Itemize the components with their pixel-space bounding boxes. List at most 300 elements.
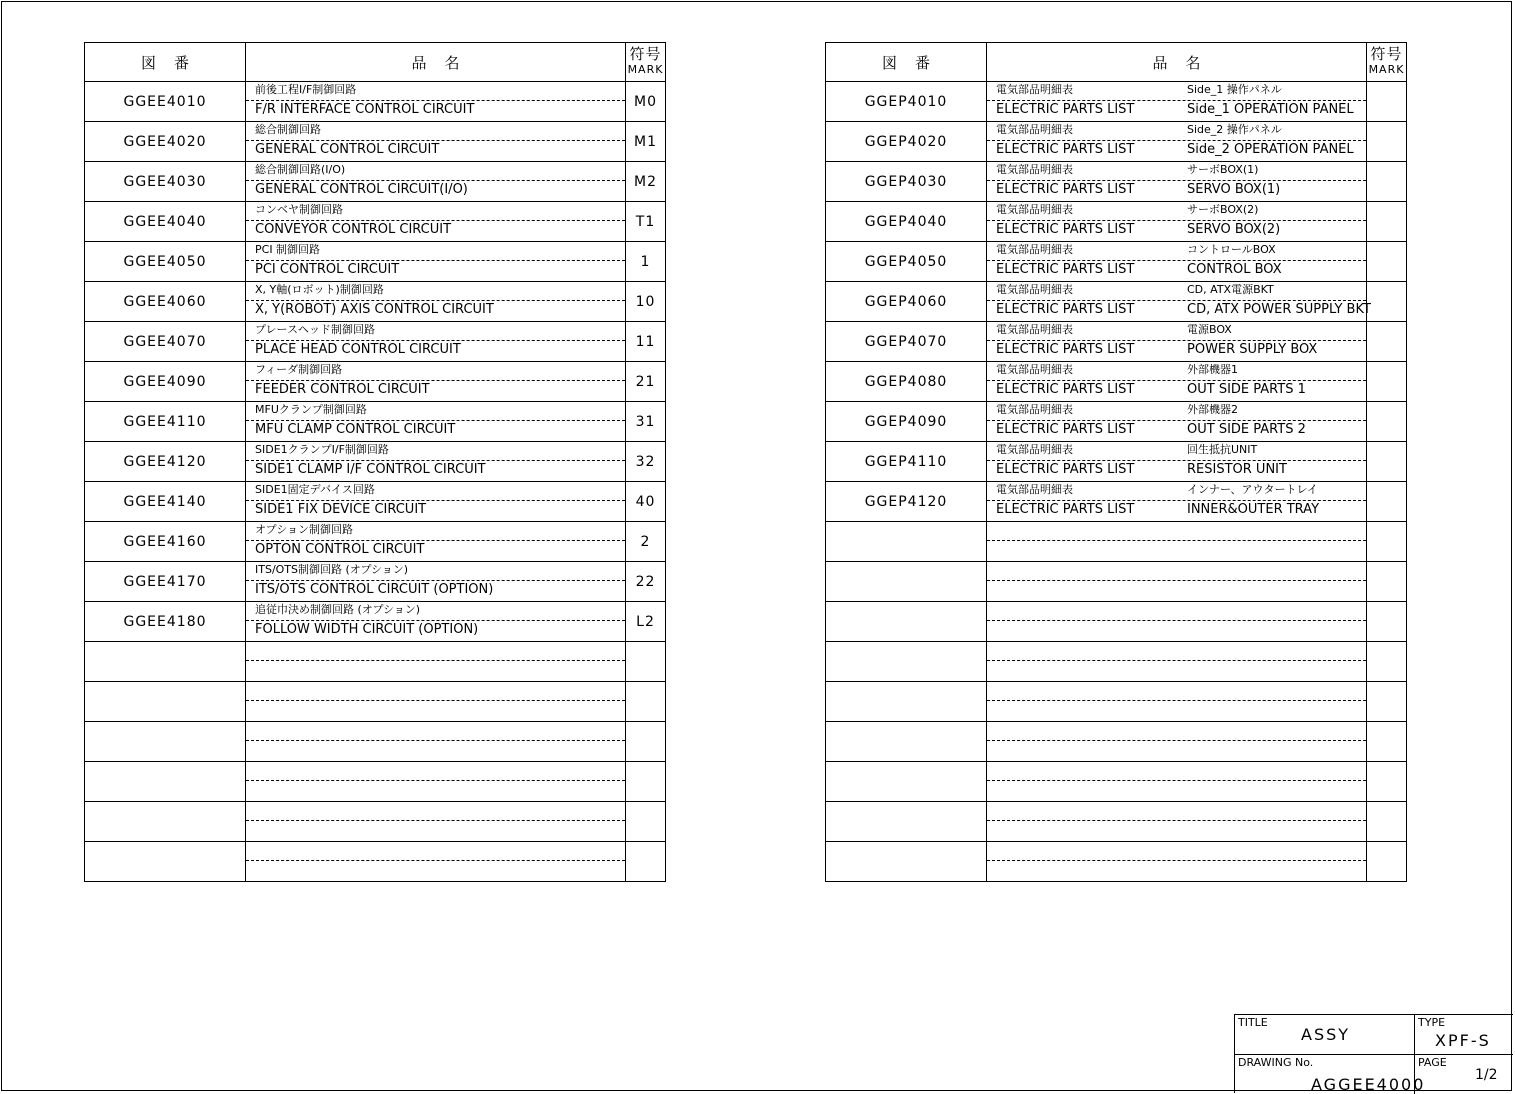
part-name-jp: MFUクランプ制御回路 bbox=[255, 403, 367, 416]
part-name-cell bbox=[246, 602, 626, 642]
table-row bbox=[85, 402, 666, 442]
part-name-cell bbox=[987, 82, 1367, 122]
part-name-cell bbox=[246, 82, 626, 122]
dashed-divider bbox=[987, 540, 1366, 541]
mark: 21 bbox=[626, 362, 666, 402]
type-value: XPF-S bbox=[1435, 1031, 1491, 1050]
part-name-cell-content bbox=[987, 802, 1366, 841]
table-row bbox=[85, 482, 666, 522]
part-name-cell bbox=[987, 322, 1367, 362]
table-row bbox=[826, 322, 1407, 362]
dashed-divider bbox=[987, 700, 1366, 701]
drawing-no: GGEE4040 bbox=[85, 202, 246, 242]
part-name-jp: 電気部品明細表 bbox=[996, 243, 1073, 256]
part-name-en: SIDE1 FIX DEVICE CIRCUIT bbox=[255, 502, 427, 517]
part-name-cell-content bbox=[246, 162, 625, 201]
part-name-en: F/R INTERFACE CONTROL CIRCUIT bbox=[255, 102, 475, 117]
part-sub-name-en: CONTROL BOX bbox=[1187, 262, 1282, 277]
drawing-no: GGEE4180 bbox=[85, 602, 246, 642]
dashed-divider bbox=[987, 660, 1366, 661]
drawing-no bbox=[85, 802, 246, 842]
part-name-jp: プレースヘッド制御回路 bbox=[255, 323, 376, 336]
header-mark: 符号 MARK bbox=[626, 43, 666, 82]
part-name-en: ELECTRIC PARTS LIST bbox=[996, 102, 1135, 117]
part-name-cell bbox=[246, 642, 626, 682]
part-name-cell bbox=[987, 802, 1367, 842]
mark bbox=[626, 762, 666, 802]
part-name-cell-content bbox=[987, 202, 1366, 241]
mark bbox=[1367, 842, 1407, 882]
part-sub-name-jp: サーボBOX(2) bbox=[1187, 203, 1259, 216]
drawing-no: GGEP4120 bbox=[826, 482, 987, 522]
part-name-cell bbox=[987, 842, 1367, 882]
drawing-no: GGEP4020 bbox=[826, 122, 987, 162]
part-name-cell bbox=[246, 522, 626, 562]
part-name-cell-content bbox=[987, 722, 1366, 761]
part-sub-name-en: Side_2 OPERATION PANEL bbox=[1187, 142, 1354, 157]
part-name-jp: SIDE1固定デバイス回路 bbox=[255, 483, 375, 496]
dashed-divider bbox=[987, 300, 1366, 301]
drawing-no: GGEP4060 bbox=[826, 282, 987, 322]
part-name-cell bbox=[246, 442, 626, 482]
part-name-en: ELECTRIC PARTS LIST bbox=[996, 342, 1135, 357]
dashed-divider bbox=[246, 420, 625, 421]
dashed-divider bbox=[246, 540, 625, 541]
drawing-sheet bbox=[1, 1, 1512, 1094]
part-name-cell bbox=[246, 762, 626, 802]
mark: 1 bbox=[626, 242, 666, 282]
part-name-en: FEEDER CONTROL CIRCUIT bbox=[255, 382, 430, 397]
part-name-en: GENERAL CONTROL CIRCUIT bbox=[255, 142, 440, 157]
part-name-jp: 電気部品明細表 bbox=[996, 203, 1073, 216]
part-name-cell-content bbox=[246, 202, 625, 241]
drawing-no bbox=[826, 642, 987, 682]
table-row bbox=[826, 82, 1407, 122]
mark bbox=[1367, 402, 1407, 442]
part-sub-name-jp: Side_2 操作パネル bbox=[1187, 123, 1282, 136]
part-sub-name-en: SERVO BOX(1) bbox=[1187, 182, 1281, 197]
part-name-cell bbox=[987, 402, 1367, 442]
mark: 2 bbox=[626, 522, 666, 562]
dashed-divider bbox=[246, 220, 625, 221]
part-sub-name-en: CD, ATX POWER SUPPLY BKT bbox=[1187, 302, 1371, 317]
part-name-cell-content bbox=[987, 122, 1366, 161]
part-name-jp: X, Y軸(ロボット)制御回路 bbox=[255, 283, 384, 296]
part-sub-name-en: POWER SUPPLY BOX bbox=[1187, 342, 1318, 357]
part-name-jp: フィーダ制御回路 bbox=[255, 363, 343, 376]
dashed-divider bbox=[246, 140, 625, 141]
part-name-cell-content bbox=[987, 642, 1366, 681]
part-name-cell bbox=[246, 682, 626, 722]
table-row bbox=[85, 162, 666, 202]
table-row bbox=[826, 562, 1407, 602]
table-row bbox=[826, 842, 1407, 882]
mark bbox=[1367, 362, 1407, 402]
header-part-name: 品名 bbox=[246, 43, 626, 82]
part-name-en: ELECTRIC PARTS LIST bbox=[996, 302, 1135, 317]
part-name-cell-content bbox=[987, 482, 1366, 521]
part-name-jp: ITS/OTS制御回路 (オプション) bbox=[255, 563, 409, 576]
table-row bbox=[826, 442, 1407, 482]
part-name-cell-content bbox=[246, 602, 625, 641]
drawing-no: GGEE4010 bbox=[85, 82, 246, 122]
part-name-cell bbox=[246, 802, 626, 842]
part-name-jp: 電気部品明細表 bbox=[996, 123, 1073, 136]
part-sub-name-jp: Side_1 操作パネル bbox=[1187, 83, 1282, 96]
title-cell bbox=[1235, 1015, 1415, 1055]
type-cell bbox=[1415, 1015, 1513, 1055]
table-header-row bbox=[85, 43, 666, 82]
part-name-en: MFU CLAMP CONTROL CIRCUIT bbox=[255, 422, 456, 437]
drawing-no bbox=[85, 762, 246, 802]
part-name-jp: 電気部品明細表 bbox=[996, 483, 1073, 496]
table-row bbox=[826, 762, 1407, 802]
mark bbox=[1367, 762, 1407, 802]
drawing-no: GGEP4010 bbox=[826, 82, 987, 122]
part-name-cell bbox=[246, 722, 626, 762]
dashed-divider bbox=[246, 180, 625, 181]
mark bbox=[1367, 682, 1407, 722]
part-name-cell bbox=[246, 162, 626, 202]
part-name-cell-content bbox=[987, 762, 1366, 801]
part-name-cell-content bbox=[246, 562, 625, 601]
dashed-divider bbox=[987, 180, 1366, 181]
mark bbox=[1367, 642, 1407, 682]
part-name-jp: オプション制御回路 bbox=[255, 523, 354, 536]
table-row bbox=[85, 762, 666, 802]
mark bbox=[1367, 722, 1407, 762]
part-name-cell-content bbox=[987, 362, 1366, 401]
part-name-cell bbox=[987, 522, 1367, 562]
part-name-cell-content bbox=[246, 722, 625, 761]
part-name-cell bbox=[987, 202, 1367, 242]
dashed-divider bbox=[987, 780, 1366, 781]
part-sub-name-en: Side_1 OPERATION PANEL bbox=[1187, 102, 1354, 117]
part-name-cell-content bbox=[246, 802, 625, 841]
part-name-cell-content bbox=[246, 82, 625, 121]
table-row bbox=[85, 802, 666, 842]
part-name-cell-content bbox=[987, 442, 1366, 481]
part-name-cell bbox=[987, 242, 1367, 282]
part-name-jp: 電気部品明細表 bbox=[996, 163, 1073, 176]
part-sub-name-jp: 外部機器2 bbox=[1187, 403, 1238, 416]
part-name-jp: PCI 制御回路 bbox=[255, 243, 321, 256]
part-name-en: PLACE HEAD CONTROL CIRCUIT bbox=[255, 342, 461, 357]
mark bbox=[1367, 522, 1407, 562]
drawing-no-value: AGGEE4000 bbox=[1311, 1075, 1426, 1094]
part-name-cell bbox=[987, 482, 1367, 522]
drawing-no bbox=[826, 762, 987, 802]
mark: 40 bbox=[626, 482, 666, 522]
part-name-cell bbox=[987, 682, 1367, 722]
part-name-cell-content bbox=[987, 82, 1366, 121]
header-drawing-no: 図番 bbox=[826, 43, 987, 82]
part-name-jp: 総合制御回路(I/O) bbox=[255, 163, 346, 176]
drawing-no: GGEP4050 bbox=[826, 242, 987, 282]
table-row bbox=[85, 82, 666, 122]
mark bbox=[626, 722, 666, 762]
dashed-divider bbox=[246, 580, 625, 581]
part-name-cell-content bbox=[246, 522, 625, 561]
title-block bbox=[1234, 1014, 1513, 1093]
part-name-en: ELECTRIC PARTS LIST bbox=[996, 142, 1135, 157]
part-name-cell bbox=[987, 122, 1367, 162]
mark: 10 bbox=[626, 282, 666, 322]
table-row bbox=[826, 722, 1407, 762]
dashed-divider bbox=[246, 820, 625, 821]
table-row bbox=[826, 802, 1407, 842]
mark bbox=[1367, 242, 1407, 282]
mark bbox=[1367, 442, 1407, 482]
dashed-divider bbox=[987, 140, 1366, 141]
table-row bbox=[85, 202, 666, 242]
dashed-divider bbox=[987, 860, 1366, 861]
table-row bbox=[826, 242, 1407, 282]
dashed-divider bbox=[246, 700, 625, 701]
table-row bbox=[85, 842, 666, 882]
drawing-no bbox=[826, 842, 987, 882]
part-name-cell bbox=[987, 162, 1367, 202]
dashed-divider bbox=[246, 380, 625, 381]
mark bbox=[1367, 162, 1407, 202]
part-name-cell-content bbox=[987, 322, 1366, 361]
mark: M0 bbox=[626, 82, 666, 122]
drawing-no: GGEE4110 bbox=[85, 402, 246, 442]
part-name-cell-content bbox=[246, 362, 625, 401]
mark bbox=[1367, 82, 1407, 122]
part-name-en: GENERAL CONTROL CIRCUIT(I/O) bbox=[255, 182, 468, 197]
part-name-en: ELECTRIC PARTS LIST bbox=[996, 422, 1135, 437]
mark bbox=[1367, 322, 1407, 362]
part-name-jp: 追従巾決め制御回路 (オプション) bbox=[255, 603, 421, 616]
part-name-cell bbox=[246, 402, 626, 442]
dashed-divider bbox=[246, 300, 625, 301]
drawing-list-table-left bbox=[84, 42, 666, 882]
part-name-cell-content bbox=[987, 242, 1366, 281]
part-name-en: ITS/OTS CONTROL CIRCUIT (OPTION) bbox=[255, 582, 494, 597]
drawing-no bbox=[826, 802, 987, 842]
part-name-cell-content bbox=[987, 562, 1366, 601]
part-name-cell-content bbox=[246, 842, 625, 881]
table-row bbox=[85, 282, 666, 322]
part-name-cell-content bbox=[246, 482, 625, 521]
part-sub-name-en: RESISTOR UNIT bbox=[1187, 462, 1287, 477]
table-row bbox=[85, 642, 666, 682]
dashed-divider bbox=[987, 380, 1366, 381]
part-name-jp: コンベヤ制御回路 bbox=[255, 203, 343, 216]
part-name-cell-content bbox=[246, 122, 625, 161]
part-sub-name-en: INNER&OUTER TRAY bbox=[1187, 502, 1320, 517]
table-row bbox=[826, 362, 1407, 402]
part-name-cell bbox=[987, 442, 1367, 482]
table-row bbox=[85, 562, 666, 602]
part-name-cell-content bbox=[246, 762, 625, 801]
dashed-divider bbox=[246, 500, 625, 501]
part-name-cell-content bbox=[246, 322, 625, 361]
part-name-cell-content bbox=[987, 162, 1366, 201]
mark: 31 bbox=[626, 402, 666, 442]
table-row bbox=[85, 722, 666, 762]
part-name-cell bbox=[987, 762, 1367, 802]
drawing-no: GGEE4060 bbox=[85, 282, 246, 322]
drawing-no bbox=[85, 642, 246, 682]
mark bbox=[626, 802, 666, 842]
mark bbox=[1367, 482, 1407, 522]
dashed-divider bbox=[246, 780, 625, 781]
dashed-divider bbox=[987, 340, 1366, 341]
dashed-divider bbox=[987, 740, 1366, 741]
drawing-no: GGEE4120 bbox=[85, 442, 246, 482]
part-name-cell bbox=[246, 482, 626, 522]
table-row bbox=[826, 602, 1407, 642]
mark bbox=[1367, 202, 1407, 242]
part-name-cell bbox=[987, 282, 1371, 322]
drawing-no: GGEE4170 bbox=[85, 562, 246, 602]
header-part-name: 品名 bbox=[987, 43, 1367, 82]
dashed-divider bbox=[987, 820, 1366, 821]
drawing-no bbox=[85, 842, 246, 882]
table-row bbox=[85, 602, 666, 642]
part-name-cell bbox=[246, 242, 626, 282]
part-name-jp: 電気部品明細表 bbox=[996, 83, 1073, 96]
part-sub-name-jp: 回生抵抗UNIT bbox=[1187, 443, 1258, 456]
title-value: ASSY bbox=[1301, 1025, 1351, 1044]
drawing-no: GGEE4050 bbox=[85, 242, 246, 282]
part-name-cell-content bbox=[246, 282, 625, 321]
part-sub-name-en: SERVO BOX(2) bbox=[1187, 222, 1281, 237]
drawing-no: GGEP4110 bbox=[826, 442, 987, 482]
mark bbox=[1367, 802, 1407, 842]
part-name-cell bbox=[246, 842, 626, 882]
mark bbox=[1367, 122, 1407, 162]
dashed-divider bbox=[246, 340, 625, 341]
part-name-cell-content bbox=[987, 402, 1366, 441]
part-name-cell bbox=[246, 282, 626, 322]
part-name-cell bbox=[246, 122, 626, 162]
header-mark: 符号 MARK bbox=[1367, 43, 1407, 82]
table-row bbox=[85, 122, 666, 162]
part-name-cell-content bbox=[246, 682, 625, 721]
part-name-cell-content bbox=[246, 642, 625, 681]
drawing-no: GGEE4160 bbox=[85, 522, 246, 562]
part-name-jp: SIDE1クランプI/F制御回路 bbox=[255, 443, 389, 456]
table-row bbox=[85, 682, 666, 722]
mark: M2 bbox=[626, 162, 666, 202]
part-name-en: ELECTRIC PARTS LIST bbox=[996, 182, 1135, 197]
table-row bbox=[826, 162, 1407, 202]
dashed-divider bbox=[246, 620, 625, 621]
part-name-cell bbox=[987, 642, 1367, 682]
part-name-en: ELECTRIC PARTS LIST bbox=[996, 382, 1135, 397]
part-name-cell-content bbox=[246, 402, 625, 441]
mark bbox=[1367, 282, 1407, 322]
drawing-no bbox=[826, 682, 987, 722]
part-name-cell bbox=[987, 562, 1367, 602]
mark: 32 bbox=[626, 442, 666, 482]
table-row bbox=[826, 402, 1407, 442]
dashed-divider bbox=[246, 260, 625, 261]
table-row bbox=[826, 482, 1407, 522]
title-label: TITLE bbox=[1238, 1016, 1268, 1029]
drawing-list-table-right bbox=[825, 42, 1407, 882]
drawing-no: GGEE4090 bbox=[85, 362, 246, 402]
dashed-divider bbox=[987, 580, 1366, 581]
dashed-divider bbox=[987, 100, 1366, 101]
drawing-no: GGEP4080 bbox=[826, 362, 987, 402]
part-name-cell bbox=[246, 362, 626, 402]
dashed-divider bbox=[987, 620, 1366, 621]
drawing-no-cell bbox=[1235, 1055, 1426, 1094]
part-name-en: SIDE1 CLAMP I/F CONTROL CIRCUIT bbox=[255, 462, 486, 477]
drawing-no: GGEE4020 bbox=[85, 122, 246, 162]
drawing-no bbox=[826, 522, 987, 562]
header-drawing-no: 図番 bbox=[85, 43, 246, 82]
table-row bbox=[85, 362, 666, 402]
part-name-cell bbox=[987, 722, 1367, 762]
part-sub-name-en: OUT SIDE PARTS 2 bbox=[1187, 422, 1306, 437]
part-name-cell-content bbox=[246, 242, 625, 281]
part-name-cell-content bbox=[987, 602, 1366, 641]
mark: T1 bbox=[626, 202, 666, 242]
part-name-cell-content bbox=[987, 282, 1371, 321]
part-name-cell bbox=[246, 562, 626, 602]
part-name-en: ELECTRIC PARTS LIST bbox=[996, 262, 1135, 277]
part-name-jp: 電気部品明細表 bbox=[996, 443, 1073, 456]
part-sub-name-jp: CD, ATX電源BKT bbox=[1187, 283, 1274, 296]
table-row bbox=[826, 282, 1407, 322]
page-cell bbox=[1415, 1055, 1513, 1094]
mark bbox=[626, 842, 666, 882]
mark: 22 bbox=[626, 562, 666, 602]
part-name-jp: 電気部品明細表 bbox=[996, 323, 1073, 336]
table-row bbox=[826, 202, 1407, 242]
part-name-en: ELECTRIC PARTS LIST bbox=[996, 462, 1135, 477]
drawing-no: GGEE4070 bbox=[85, 322, 246, 362]
part-name-en: X, Y(ROBOT) AXIS CONTROL CIRCUIT bbox=[255, 302, 494, 317]
mark: L2 bbox=[626, 602, 666, 642]
table-row bbox=[826, 682, 1407, 722]
dashed-divider bbox=[987, 500, 1366, 501]
part-name-en: PCI CONTROL CIRCUIT bbox=[255, 262, 400, 277]
part-name-cell bbox=[246, 202, 626, 242]
part-sub-name-jp: サーボBOX(1) bbox=[1187, 163, 1259, 176]
part-sub-name-en: OUT SIDE PARTS 1 bbox=[1187, 382, 1306, 397]
drawing-no bbox=[826, 602, 987, 642]
table-row bbox=[85, 522, 666, 562]
drawing-no: GGEP4070 bbox=[826, 322, 987, 362]
table-row bbox=[85, 322, 666, 362]
part-name-cell-content bbox=[987, 522, 1366, 561]
page-label: PAGE bbox=[1418, 1056, 1447, 1069]
drawing-no: GGEE4030 bbox=[85, 162, 246, 202]
part-name-en: ELECTRIC PARTS LIST bbox=[996, 502, 1135, 517]
dashed-divider bbox=[987, 220, 1366, 221]
page-value: 1/2 bbox=[1475, 1067, 1498, 1083]
table-header-row bbox=[826, 43, 1407, 82]
part-name-en: ELECTRIC PARTS LIST bbox=[996, 222, 1135, 237]
table-row bbox=[826, 642, 1407, 682]
dashed-divider bbox=[246, 660, 625, 661]
mark bbox=[626, 682, 666, 722]
drawing-no bbox=[826, 562, 987, 602]
part-name-jp: 電気部品明細表 bbox=[996, 283, 1073, 296]
mark bbox=[626, 642, 666, 682]
part-name-en: OPTON CONTROL CIRCUIT bbox=[255, 542, 425, 557]
table-row bbox=[85, 442, 666, 482]
dashed-divider bbox=[987, 460, 1366, 461]
drawing-no: GGEP4030 bbox=[826, 162, 987, 202]
part-name-jp: 電気部品明細表 bbox=[996, 363, 1073, 376]
